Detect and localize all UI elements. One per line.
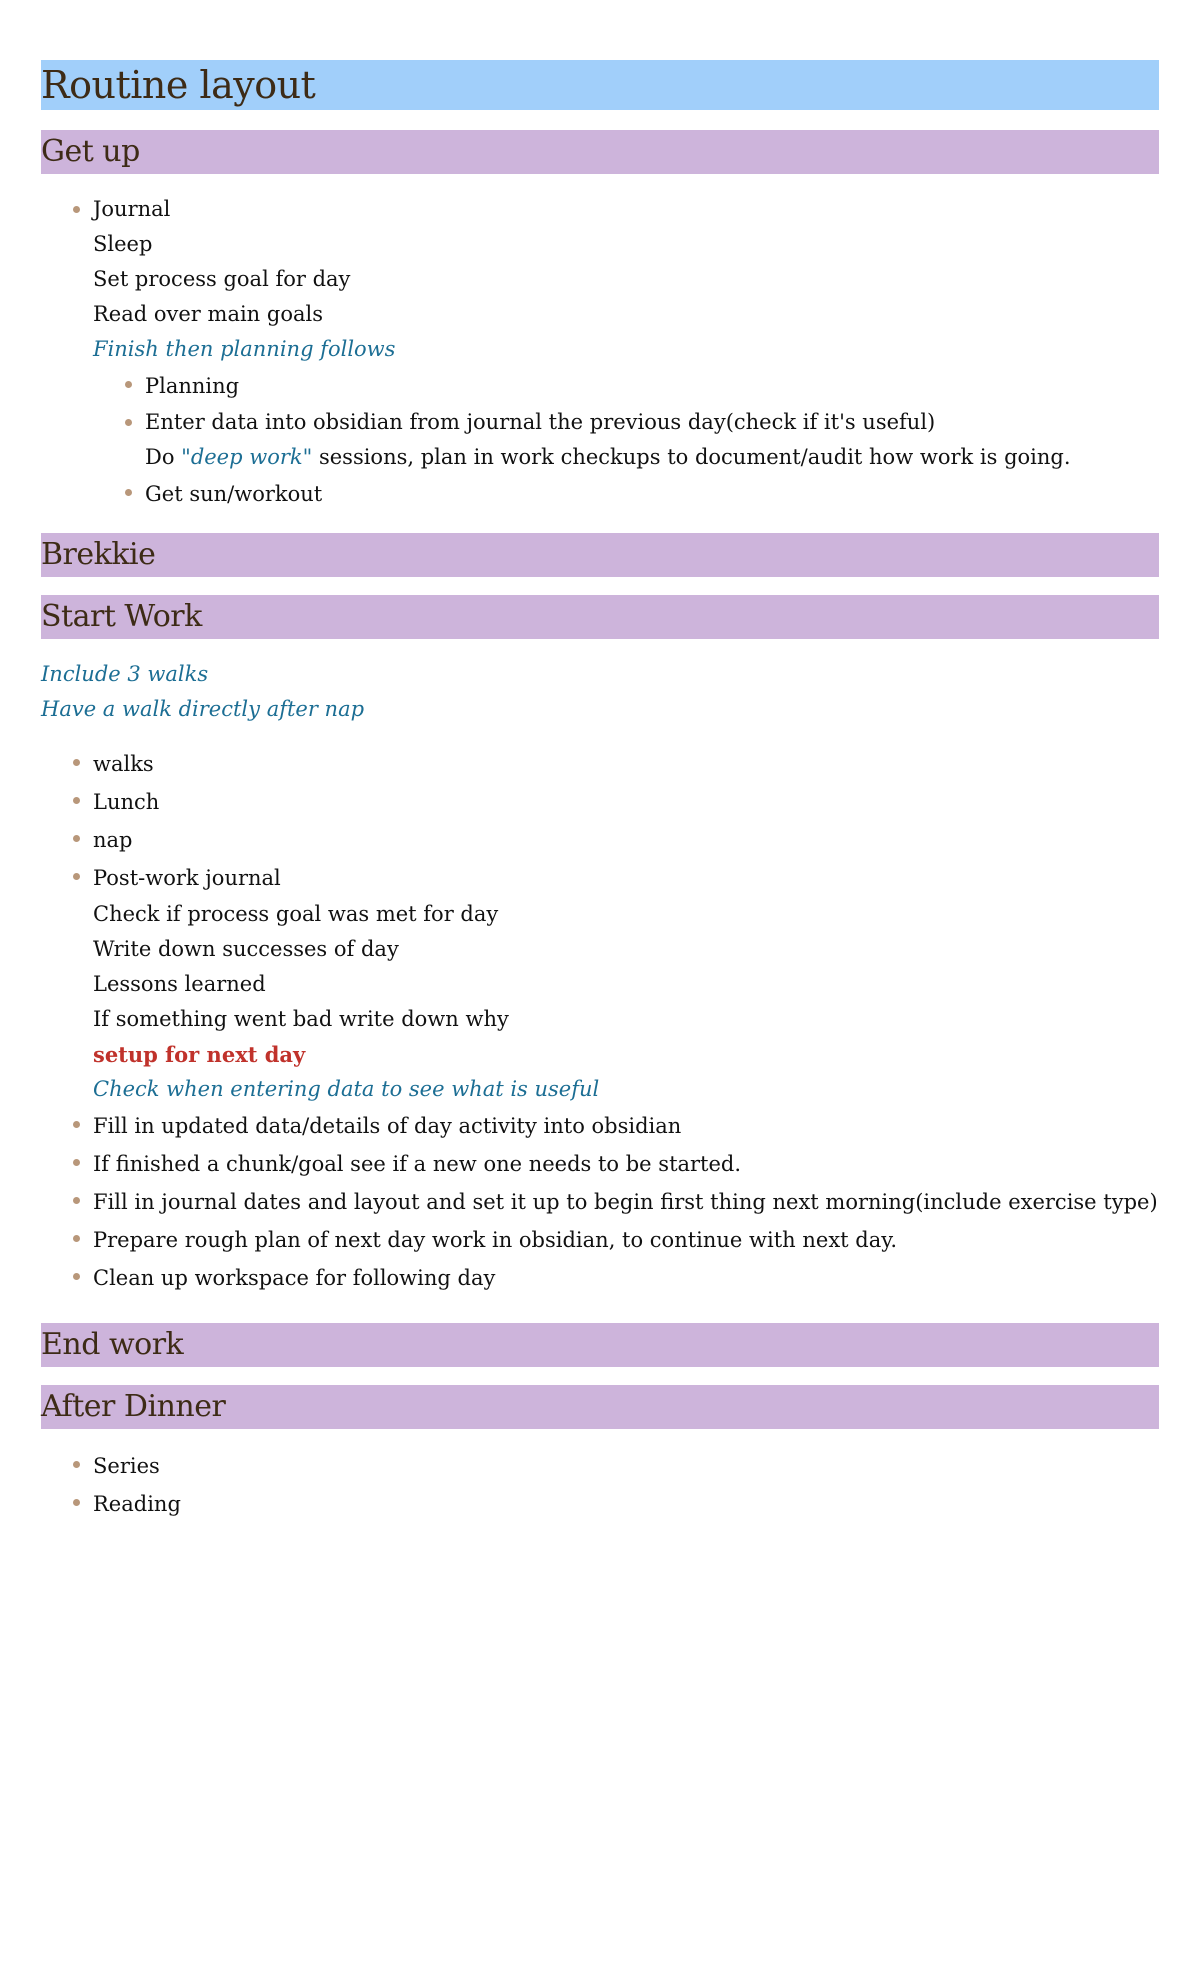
- planning-note: Finish then planning follows: [93, 337, 396, 361]
- heading-end-work: End work: [41, 1323, 1159, 1367]
- heading-get-up: Get up: [41, 130, 1159, 174]
- deep-work-link: "deep work": [181, 445, 313, 469]
- list-item-sun-workout: Get sun/workout: [145, 475, 1159, 513]
- lessons-line: Lessons learned: [93, 972, 266, 996]
- list-item-clean-up: Clean up workspace for following day: [93, 1259, 1159, 1297]
- list-item-series: Series: [93, 1447, 1159, 1485]
- list-item-fill-journal: Fill in journal dates and layout and set it up to begin first thing next morning(include exercise type): [93, 1183, 1159, 1221]
- heading-brekkie: Brekkie: [41, 533, 1159, 577]
- start-work-list: [41, 745, 1159, 1297]
- list-item-planning: Planning: [145, 367, 1159, 405]
- get-up-sublist: [93, 367, 1159, 513]
- setup-next-day-line: setup for next day: [93, 1042, 306, 1067]
- list-item-nap: nap: [93, 821, 1159, 859]
- list-item-prepare-plan: Prepare rough plan of next day work in obsidian, to continue with next day.: [93, 1221, 1159, 1259]
- list-item-fill-updated: Fill in updated data/details of day activity into obsidian: [93, 1107, 1159, 1145]
- process-goal-line: Set process goal for day: [93, 267, 351, 291]
- get-up-list: [41, 192, 1159, 513]
- deep-work-line: [145, 440, 1159, 475]
- list-item-journal: [93, 192, 1159, 513]
- successes-line: Write down successes of day: [93, 937, 399, 961]
- list-item-lunch: Lunch: [93, 783, 1159, 821]
- page-title: Routine layout: [41, 60, 1159, 110]
- do-prefix: Do: [145, 445, 182, 469]
- list-item-enter-data: [145, 405, 1159, 475]
- read-goals-line: Read over main goals: [93, 302, 323, 326]
- list-item-post-work-journal: [93, 859, 1159, 1107]
- heading-start-work: Start Work: [41, 595, 1159, 639]
- heading-after-dinner: After Dinner: [41, 1385, 1159, 1429]
- list-item-if-finished: If finished a chunk/goal see if a new one needs to be started.: [93, 1145, 1159, 1183]
- sleep-line: Sleep: [93, 232, 153, 256]
- process-goal-met-line: Check if process goal was met for day: [93, 902, 499, 926]
- list-item-walks: walks: [93, 745, 1159, 783]
- post-work-journal-line: Post-work journal: [93, 866, 281, 890]
- check-data-note: Check when entering data to see what is useful: [93, 1077, 600, 1101]
- walks-note: Include 3 walks: [41, 662, 209, 686]
- journal-line: Journal: [93, 197, 171, 221]
- enter-data-line: Enter data into obsidian from journal the previous day(check if it's useful): [145, 410, 936, 434]
- after-dinner-list: [41, 1447, 1159, 1523]
- do-suffix: sessions, plan in work checkups to document/audit how work is going.: [312, 445, 1071, 469]
- list-item-reading: Reading: [93, 1485, 1159, 1523]
- nap-walk-note: Have a walk directly after nap: [41, 697, 365, 721]
- went-bad-line: If something went bad write down why: [93, 1007, 509, 1031]
